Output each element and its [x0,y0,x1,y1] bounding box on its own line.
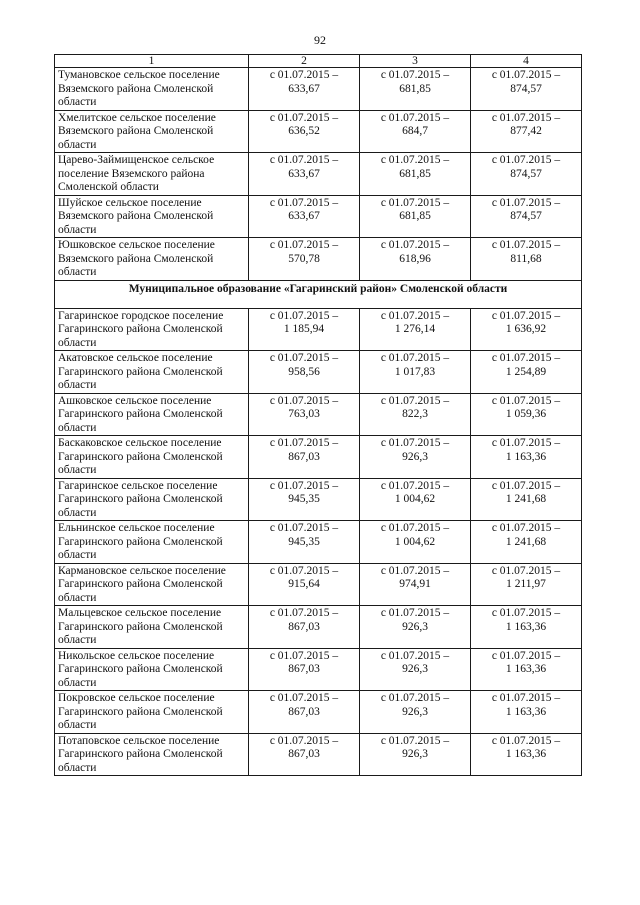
tariff-value-text: 1 004,62 [394,493,436,505]
tariff-value-text: 633,67 [288,82,320,95]
table-row [55,393,582,436]
table-row [55,195,582,238]
table-row [55,478,582,521]
tariff-date-text: с 01.07.2015 – [380,394,450,407]
tariff-cell-col3 [360,478,471,521]
tariff-date-text: с 01.07.2015 – [269,154,339,166]
tariff-date-text: с 01.07.2015 – [491,239,561,251]
tariff-cell-col2 [249,110,360,153]
tariff-value-text: 822,3 [402,408,428,420]
column-header-4: 4 [471,55,582,68]
tariff-cell-col4 [471,606,582,649]
settlement-name-cell: Шуйское сельское поселение Вяземского района Смоленской области [55,195,249,238]
tariff-date-text: с 01.07.2015 – [269,607,339,619]
table-row [55,648,582,691]
tariff-date-text: с 01.07.2015 – [491,111,561,124]
tariff-date-text: с 01.07.2015 – [491,309,561,322]
tariff-date-text: с 01.07.2015 – [269,692,339,704]
tariff-date-text: с 01.07.2015 – [380,69,450,81]
tariff-date-text: с 01.07.2015 – [269,564,339,577]
tariff-cell-col3 [360,68,471,111]
tariff-value-text: 1 276,14 [394,323,436,335]
table-row [55,238,582,281]
tariff-cell-col4 [471,308,582,351]
table-row [55,563,582,606]
tariff-date-text: с 01.07.2015 – [380,692,450,704]
tariff-date-text: с 01.07.2015 – [269,196,339,209]
settlement-name-cell: Акатовское сельское поселение Гагаринского района Смоленской области [55,351,249,394]
tariff-cell-col2 [249,733,360,776]
tariff-date-text: с 01.07.2015 – [269,352,339,364]
tariff-date-text: с 01.07.2015 – [269,479,339,492]
tariff-cell-col2 [249,195,360,238]
settlement-name-cell: Хмелитское сельское поселение Вяземского района Смоленской области [55,110,249,153]
tariff-value-text: 1 185,94 [283,323,325,335]
tariff-value-text: 926,3 [402,705,428,718]
tariff-value-text: 1 017,83 [394,365,436,378]
tariff-value-text: 681,85 [399,167,431,180]
tariff-cell-col3 [360,606,471,649]
table-row [55,351,582,394]
tariff-value-text: 1 163,36 [505,620,547,633]
tariff-cell-col2 [249,691,360,734]
tariff-date-text: с 01.07.2015 – [269,437,339,449]
settlement-name-cell: Баскаковское сельское поселение Гагаринского района Смоленской области [55,436,249,479]
tariff-date-text: с 01.07.2015 – [380,564,450,577]
table-row [55,521,582,564]
section-row [55,280,582,308]
tariff-value-text: 633,67 [288,167,320,180]
settlement-name-cell: Никольское сельское поселение Гагаринского района Смоленской области [55,648,249,691]
tariff-value-text: 811,68 [510,252,542,265]
table-row [55,153,582,196]
page-number: 92 [314,33,326,47]
settlement-name-cell: Мальцевское сельское поселение Гагаринского района Смоленской области [55,606,249,649]
tariff-value-text: 1 163,36 [505,450,547,463]
tariff-value-text: 1 211,97 [506,578,546,590]
tariff-cell-col2 [249,351,360,394]
tariff-value-text: 681,85 [399,82,431,95]
tariff-cell-col4 [471,733,582,776]
tariff-cell-col2 [249,68,360,111]
tariff-date-text: с 01.07.2015 – [491,437,561,449]
settlement-name-cell: Ашковское сельское поселение Гагаринского района Смоленской области [55,393,249,436]
tariff-value-text: 926,3 [402,450,428,463]
section-title: Муниципальное образование «Гагаринский район» Смоленской области [55,280,582,308]
tariff-date-text: с 01.07.2015 – [380,649,450,662]
settlement-name-cell: Ельнинское сельское поселение Гагаринского района Смоленской области [55,521,249,564]
tariff-value-text: 867,03 [288,748,320,760]
tariff-date-text: с 01.07.2015 – [491,649,561,662]
tariff-value-text: 763,03 [288,408,320,420]
tariff-value-text: 867,03 [288,705,320,718]
tariff-date-text: с 01.07.2015 – [269,649,339,662]
tariff-value-text: 1 004,62 [394,535,436,548]
tariff-date-text: с 01.07.2015 – [491,692,561,704]
tariff-value-text: 1 241,68 [505,535,547,548]
tariff-value-text: 874,57 [510,210,542,222]
tariff-cell-col3 [360,195,471,238]
tariff-date-text: с 01.07.2015 – [491,196,561,209]
tariff-value-text: 1 254,89 [505,365,547,378]
tariff-cell-col2 [249,648,360,691]
settlement-name-cell: Покровское сельское поселение Гагаринского района Смоленской области [55,691,249,734]
tariff-cell-col4 [471,563,582,606]
tariff-cell-col4 [471,68,582,111]
tariff-value-text: 874,57 [510,82,542,95]
tariff-date-text: с 01.07.2015 – [491,522,561,534]
tariff-value-text: 867,03 [288,620,320,633]
tariff-cell-col2 [249,606,360,649]
tariff-cell-col2 [249,521,360,564]
tariff-cell-col4 [471,110,582,153]
tariff-date-text: с 01.07.2015 – [380,352,450,364]
tariff-value-text: 874,57 [510,167,542,180]
tariff-cell-col3 [360,691,471,734]
tariff-value-text: 684,7 [402,125,428,137]
tariff-date-text: с 01.07.2015 – [380,522,450,534]
tariff-cell-col4 [471,436,582,479]
tariff-cell-col2 [249,238,360,281]
table-row [55,691,582,734]
tariff-date-text: с 01.07.2015 – [491,479,561,492]
tariff-date-text: с 01.07.2015 – [380,309,450,322]
tariff-cell-col4 [471,393,582,436]
tariff-value-text: 945,35 [288,493,320,505]
tariff-date-text: с 01.07.2015 – [491,352,561,364]
tariff-value-text: 1 241,68 [505,493,547,505]
tariff-date-text: с 01.07.2015 – [380,196,450,209]
tariff-cell-col2 [249,436,360,479]
table-row [55,606,582,649]
tariff-value-text: 867,03 [288,450,320,463]
settlement-name-cell: Юшковское сельское поселение Вяземского района Смоленской области [55,238,249,281]
tariff-cell-col3 [360,521,471,564]
tariff-value-text: 618,96 [399,252,431,265]
column-header-3: 3 [360,55,471,68]
tariff-date-text: с 01.07.2015 – [269,309,339,322]
tariff-cell-col4 [471,648,582,691]
tariff-date-text: с 01.07.2015 – [380,437,450,449]
tariff-date-text: с 01.07.2015 – [269,394,339,407]
tariff-cell-col3 [360,648,471,691]
settlement-name-cell: Потаповское сельское поселение Гагаринского района Смоленской области [55,733,249,776]
tariff-cell-col3 [360,153,471,196]
tariff-cell-col4 [471,478,582,521]
settlement-name-cell: Царево-Займищенское сельское поселение Вяземского района Смоленской области [55,153,249,196]
tariff-date-text: с 01.07.2015 – [380,479,450,492]
tariff-date-text: с 01.07.2015 – [491,69,561,81]
tariff-value-text: 926,3 [402,620,428,633]
tariff-cell-col4 [471,521,582,564]
tariff-value-text: 1 059,36 [505,408,547,420]
tariff-value-text: 1 163,36 [505,705,547,718]
tariff-value-text: 633,67 [288,210,320,222]
tariff-cell-col3 [360,238,471,281]
tariff-table [54,54,582,776]
table-row [55,110,582,153]
tariff-date-text: с 01.07.2015 – [269,111,339,124]
tariff-cell-col3 [360,563,471,606]
tariff-date-text: с 01.07.2015 – [269,734,339,747]
tariff-date-text: с 01.07.2015 – [269,69,339,81]
tariff-date-text: с 01.07.2015 – [269,239,339,251]
tariff-cell-col2 [249,308,360,351]
tariff-value-text: 926,3 [402,748,428,760]
tariff-date-text: с 01.07.2015 – [491,734,561,747]
tariff-cell-col4 [471,238,582,281]
tariff-value-text: 1 636,92 [505,323,547,335]
tariff-date-text: с 01.07.2015 – [380,239,450,251]
tariff-value-text: 926,3 [402,663,428,675]
tariff-cell-col3 [360,308,471,351]
tariff-value-text: 958,56 [288,365,320,378]
tariff-value-text: 974,91 [399,578,431,590]
tariff-cell-col2 [249,393,360,436]
table-row [55,733,582,776]
settlement-name-cell: Гагаринское сельское поселение Гагаринского района Смоленской области [55,478,249,521]
tariff-cell-col3 [360,110,471,153]
tariff-cell-col4 [471,153,582,196]
table-row [55,68,582,111]
table-row [55,436,582,479]
tariff-date-text: с 01.07.2015 – [491,154,561,166]
settlement-name-cell: Кармановское сельское поселение Гагаринского района Смоленской области [55,563,249,606]
tariff-date-text: с 01.07.2015 – [491,394,561,407]
tariff-cell-col4 [471,691,582,734]
column-header-1: 1 [55,55,249,68]
tariff-cell-col2 [249,478,360,521]
tariff-cell-col3 [360,733,471,776]
tariff-value-text: 681,85 [399,210,431,222]
tariff-date-text: с 01.07.2015 – [380,111,450,124]
tariff-value-text: 1 163,36 [505,748,547,760]
tariff-value-text: 867,03 [288,663,320,675]
header-row [55,55,582,68]
table-row [55,308,582,351]
tariff-date-text: с 01.07.2015 – [491,607,561,619]
tariff-cell-col3 [360,436,471,479]
table-body [55,68,582,776]
tariff-date-text: с 01.07.2015 – [380,734,450,747]
tariff-date-text: с 01.07.2015 – [380,607,450,619]
tariff-cell-col2 [249,153,360,196]
tariff-value-text: 1 163,36 [505,663,547,675]
tariff-date-text: с 01.07.2015 – [491,564,561,577]
settlement-name-cell: Гагаринское городское поселение Гагаринского района Смоленской области [55,308,249,351]
tariff-cell-col2 [249,563,360,606]
tariff-date-text: с 01.07.2015 – [269,522,339,534]
tariff-value-text: 945,35 [288,535,320,548]
tariff-value-text: 570,78 [288,252,320,265]
tariff-cell-col4 [471,351,582,394]
tariff-cell-col3 [360,351,471,394]
column-header-2: 2 [249,55,360,68]
tariff-cell-col4 [471,195,582,238]
tariff-value-text: 915,64 [288,578,320,590]
tariff-value-text: 636,52 [288,125,320,137]
tariff-cell-col3 [360,393,471,436]
tariff-date-text: с 01.07.2015 – [380,154,450,166]
tariff-value-text: 877,42 [510,125,542,137]
settlement-name-cell: Тумановское сельское поселение Вяземского района Смоленской области [55,68,249,111]
